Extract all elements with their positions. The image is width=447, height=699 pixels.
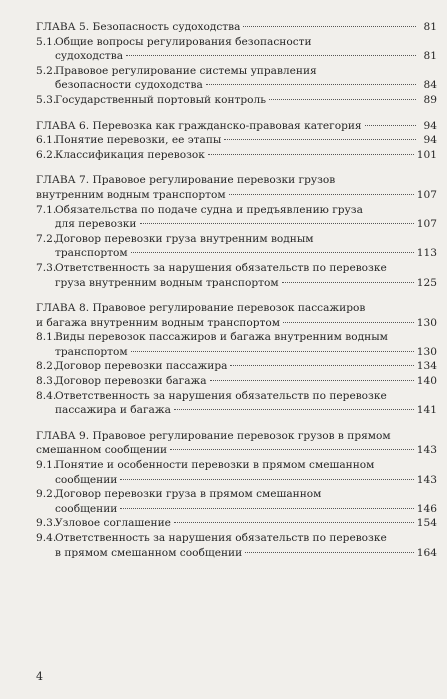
- dot-leader: [206, 84, 416, 85]
- entry-line: [55, 403, 437, 418]
- dot-leader: [243, 26, 416, 27]
- chapter-block: [36, 119, 437, 163]
- entry-number: 5.3.: [36, 93, 57, 106]
- page-ref: 154: [416, 517, 437, 530]
- entry-line: [55, 546, 437, 561]
- chapter-block: [36, 173, 437, 290]
- section-entry: [36, 487, 437, 516]
- entry-line: [55, 261, 437, 276]
- page-ref: 141: [416, 404, 437, 417]
- entry-number: 7.2.: [36, 232, 57, 245]
- page-ref: 84: [423, 79, 437, 92]
- entry-title: ГЛАВА 8. Правовое регулирование перевозок пассажиров: [36, 302, 366, 315]
- chapter-heading: [36, 429, 437, 458]
- entry-title: судоходства: [55, 50, 124, 63]
- chapter-heading: [36, 20, 437, 35]
- table-of-contents: [36, 20, 437, 571]
- dot-leader: [245, 552, 414, 553]
- section-entry: [36, 203, 437, 232]
- dot-leader: [126, 55, 416, 56]
- entry-line: [36, 301, 437, 316]
- page-ref: 140: [416, 375, 437, 388]
- entry-title: ГЛАВА 5. Безопасность судоходства: [36, 21, 241, 33]
- entry-line: [55, 49, 437, 64]
- entry-title: и багажа внутренним водным транспортом: [36, 316, 280, 329]
- section-entry: [36, 261, 437, 290]
- entry-line: [55, 78, 437, 93]
- entry-title: Обязательства по подаче судна и предъявлению груза: [55, 203, 363, 216]
- entry-line: [36, 20, 437, 35]
- chapter-heading: [36, 173, 437, 202]
- entry-line: [36, 429, 437, 444]
- entry-title: Понятие и особенности перевозки в прямом смешанном: [55, 459, 375, 472]
- entry-line: [55, 93, 437, 108]
- entry-number: 7.1.: [36, 203, 57, 216]
- entry-title: ГЛАВА 9. Правовое регулирование перевозок грузов в прямом: [36, 429, 391, 442]
- entry-line: [55, 232, 437, 247]
- page-ref: 107: [416, 188, 437, 201]
- entry-line: [55, 516, 437, 531]
- dot-leader: [120, 479, 413, 480]
- entry-title: внутренним водным транспортом: [36, 188, 226, 201]
- page-ref: 143: [416, 444, 437, 457]
- entry-number: 6.2.: [36, 148, 57, 161]
- entry-number: 8.2.: [36, 360, 57, 373]
- page-ref: 130: [416, 316, 437, 329]
- entry-line: [36, 188, 437, 203]
- entry-title: Ответственность за нарушения обязательств по перевозке: [55, 261, 387, 274]
- entry-number: 9.3.: [36, 517, 57, 530]
- page-ref: 107: [416, 218, 437, 231]
- dot-leader: [170, 449, 414, 450]
- dot-leader: [229, 194, 414, 195]
- entry-title: Понятие перевозки, ее этапы: [55, 134, 222, 147]
- dot-leader: [208, 154, 414, 155]
- entry-title: груза внутренним водным транспортом: [55, 276, 279, 289]
- entry-title: Государственный портовый контроль: [55, 93, 267, 106]
- chapter-heading: [36, 301, 437, 330]
- page-ref: 94: [423, 119, 437, 132]
- entry-line: [55, 246, 437, 261]
- page-number: 4: [36, 670, 43, 683]
- entry-title: Ответственность за нарушения обязательств по перевозке: [55, 532, 387, 544]
- section-entry: [36, 93, 437, 108]
- entry-title: смешанном сообщении: [36, 444, 168, 457]
- dot-leader: [224, 139, 416, 140]
- entry-number: 9.2.: [36, 488, 57, 501]
- entry-title: Договор перевозки груза внутренним водным: [55, 232, 314, 245]
- entry-title: транспортом: [55, 247, 128, 260]
- entry-line: [55, 359, 437, 374]
- section-entry: [36, 133, 437, 148]
- page-ref: 89: [423, 93, 437, 106]
- dot-leader: [131, 252, 414, 253]
- entry-line: [55, 458, 437, 473]
- page-ref: 101: [416, 148, 437, 161]
- entry-title: транспортом: [55, 345, 128, 358]
- entry-title: Договор перевозки багажа: [55, 375, 207, 388]
- section-entry: [36, 458, 437, 487]
- section-entry: [36, 389, 437, 418]
- entry-number: 8.1.: [36, 331, 57, 344]
- entry-line: [36, 119, 437, 134]
- entry-line: [55, 502, 437, 517]
- page-ref: 143: [416, 473, 437, 486]
- entry-title: Классификация перевозок: [55, 148, 205, 161]
- chapter-block: [36, 20, 437, 108]
- entry-line: [55, 487, 437, 502]
- section-entry: [36, 516, 437, 531]
- dot-leader: [140, 223, 414, 224]
- section-entry: [36, 330, 437, 359]
- page-ref: 81: [423, 50, 437, 63]
- entry-title: Узловое соглашение: [55, 517, 171, 530]
- entry-line: [55, 35, 437, 50]
- entry-title: сообщении: [55, 473, 118, 486]
- dot-leader: [174, 522, 414, 523]
- entry-line: [55, 531, 437, 546]
- entry-line: [55, 276, 437, 291]
- page-ref: 146: [416, 502, 437, 515]
- entry-title: Правовое регулирование системы управления: [55, 64, 317, 77]
- entry-number: 6.1.: [36, 134, 57, 147]
- entry-title: Договор перевозки груза в прямом смешанном: [55, 488, 322, 501]
- entry-number: 8.3.: [36, 375, 57, 388]
- dot-leader: [282, 282, 414, 283]
- entry-line: [36, 443, 437, 458]
- entry-number: 7.3.: [36, 261, 57, 274]
- entry-title: Общие вопросы регулирования безопасности: [55, 35, 312, 48]
- dot-leader: [365, 125, 416, 126]
- entry-number: 9.1.: [36, 459, 57, 472]
- dot-leader: [283, 322, 414, 323]
- page-ref: 81: [423, 21, 437, 33]
- entry-title: Договор перевозки пассажира: [55, 360, 228, 373]
- entry-title: пассажира и багажа: [55, 404, 171, 417]
- entry-line: [55, 133, 437, 148]
- entry-line: [55, 148, 437, 163]
- section-entry: [36, 35, 437, 64]
- page-ref: 164: [416, 546, 437, 559]
- entry-number: 9.4.: [36, 532, 57, 544]
- entry-title: в прямом смешанном сообщении: [55, 546, 243, 559]
- section-entry: [36, 232, 437, 261]
- dot-leader: [230, 365, 413, 366]
- entry-number: 8.4.: [36, 389, 57, 402]
- entry-number: 5.1.: [36, 35, 57, 48]
- page-ref: 130: [416, 345, 437, 358]
- entry-line: [36, 173, 437, 188]
- chapter-block: [36, 301, 437, 418]
- entry-line: [55, 203, 437, 218]
- dot-leader: [174, 409, 414, 410]
- entry-title: сообщении: [55, 502, 118, 515]
- page-ref: 113: [416, 247, 437, 260]
- entry-line: [55, 374, 437, 389]
- entry-title: для перевозки: [55, 218, 137, 231]
- page-ref: 94: [423, 134, 437, 147]
- entry-line: [55, 217, 437, 232]
- chapter-block: [36, 429, 437, 560]
- section-entry: [36, 531, 437, 560]
- entry-title: Ответственность за нарушения обязательств по перевозке: [55, 389, 387, 402]
- dot-leader: [131, 351, 414, 352]
- entry-line: [55, 473, 437, 488]
- entry-line: [55, 345, 437, 360]
- entry-title: безопасности судоходства: [55, 79, 203, 92]
- section-entry: [36, 148, 437, 163]
- entry-title: ГЛАВА 7. Правовое регулирование перевозки грузов: [36, 174, 336, 187]
- entry-number: 5.2.: [36, 64, 57, 77]
- section-entry: [36, 359, 437, 374]
- dot-leader: [120, 508, 413, 509]
- section-entry: [36, 64, 437, 93]
- entry-line: [55, 64, 437, 79]
- page-ref: 125: [416, 276, 437, 289]
- dot-leader: [269, 99, 416, 100]
- entry-line: [55, 330, 437, 345]
- chapter-heading: [36, 119, 437, 134]
- entry-title: ГЛАВА 6. Перевозка как гражданско-правовая категория: [36, 119, 362, 132]
- dot-leader: [210, 380, 414, 381]
- entry-line: [36, 316, 437, 331]
- page-ref: 134: [416, 360, 437, 373]
- entry-title: Виды перевозок пассажиров и багажа внутренним водным: [55, 331, 388, 344]
- section-entry: [36, 374, 437, 389]
- entry-line: [55, 389, 437, 404]
